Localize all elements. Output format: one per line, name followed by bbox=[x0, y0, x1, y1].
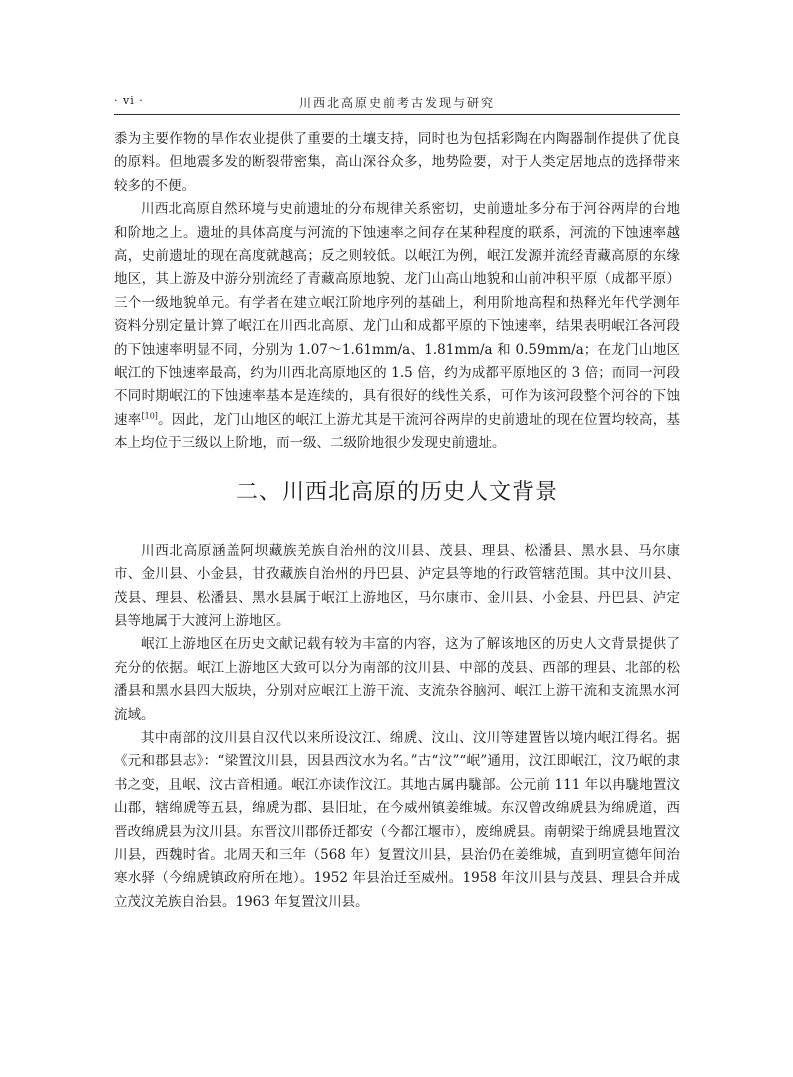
page-header bbox=[114, 92, 680, 115]
citation-marker: [10] bbox=[141, 411, 158, 421]
paragraph-2-text-continued: 。因此，龙门山地区的岷江上游尤其是干流河谷两岸的史前遗址的现在位置均较高，基本上均位于三级以上阶地，而一级、二级阶地很少发现史前遗址。 bbox=[114, 411, 681, 452]
page-number: · vi · bbox=[114, 94, 144, 107]
paragraph-1: 黍为主要作物的旱作农业提供了重要的土壤支持，同时也为包括彩陶在内陶器制作提供了优良的原料。但地震多发的断裂带密集，高山深谷众多，地势险要，对于人类定居地点的选择带来较多的不便。 bbox=[114, 131, 680, 194]
section-title: 二、川西北高原的历史人文背景 bbox=[235, 479, 558, 505]
paragraph-4: 岷江上游地区在历史文献记载有较为丰富的内容，这为了解该地区的历史人文背景提供了充分的依据。岷江上游地区大致可以分为南部的汶川县、中部的茂县、西部的理县、北部的松潘县和黑水县四大版块，分别对应岷江上游干流、支流杂谷脑河、岷江上游干流和支流黑水河流域。 bbox=[114, 636, 680, 723]
paragraph-3: 川西北高原涵盖阿坝藏族羌族自治州的汶川县、茂县、理县、松潘县、黑水县、马尔康市、金川县、小金县，甘孜藏族自治州的丹巴县、泸定县等地的行政管辖范围。其中汶川县、茂县、理县、松潘县、黑水县属于岷江上游地区，马尔康市、金川县、小金县、丹巴县、泸定县等地属于大渡河上游地区。 bbox=[114, 542, 680, 629]
paragraph-2-text: 川西北高原自然环境与史前遗址的分布规律关系密切，史前遗址多分布于河谷两岸的台地和阶地之上。遗址的具体高度与河流的下蚀速率之间存在某种程度的联系，河流的下蚀速率越高，史前遗址的现在高度就越高；反之则较低。以岷江为例，岷江发源并流经青藏高原的东缘地区，其上游及中游分别流经了青藏高原地貌、龙门山高山地貌和山前冲积平原（成都平原）三个一级地貌单元。有学者在建立岷江阶地序列的基础上，利用阶地高程和热释光年代学测年资料分别定量计算了岷江在川西北高原、龙门山和成都平原的下蚀速率，结果表明岷江各河段的下蚀速率明显不同，分别为 1.07～1.61mm/a、1.81mm/a 和 0.59mm/a；在龙门山地区岷江的下蚀速率最高，约为川西北高原地区的 1.5 倍，约为成都平原地区的 3 倍；而同一河段不同时期岷江的下蚀速率基本是连续的，具有很好的线性关系，可作为该河段整个河谷的下蚀速率 bbox=[114, 201, 680, 428]
body-text bbox=[114, 128, 680, 914]
running-title: 川西北高原史前考古发现与研究 bbox=[298, 96, 495, 110]
paragraph-2 bbox=[114, 198, 680, 455]
paragraph-5: 其中南部的汶川县自汉代以来所设汶江、绵虒、汶山、汶川等建置皆以境内岷江得名。据《元和郡县志》：“梁置汶川县，因县西汶水为名。”古“汶”“岷”通用，汶江即岷江，汶乃岷的隶书之变，且岷、汶古音相通。岷江亦读作汶江。其地古属冉駹部。公元前 111 年以冉駹地置汶山郡，辖绵虒等五县，绵虒为郡、县旧址，在今威州镇姜维城。东汉曾改绵虒县为绵虒道，西晋改绵虒县为汶川县。东晋汶川郡侨迁都安（今都江堰市），废绵虒县。南朝梁于绵虒县地置汶川县，西魏时省。北周天和三年（568 年）复置汶川县，县治仍在姜维城，直到明宣德年间治寒水驿（今绵虒镇政府所在地）。1952 年县治迁至威州。1958 年汶川县与茂县、理县合并成立茂汶羌族自治县。1963 年复置汶川县。 bbox=[114, 729, 680, 910]
